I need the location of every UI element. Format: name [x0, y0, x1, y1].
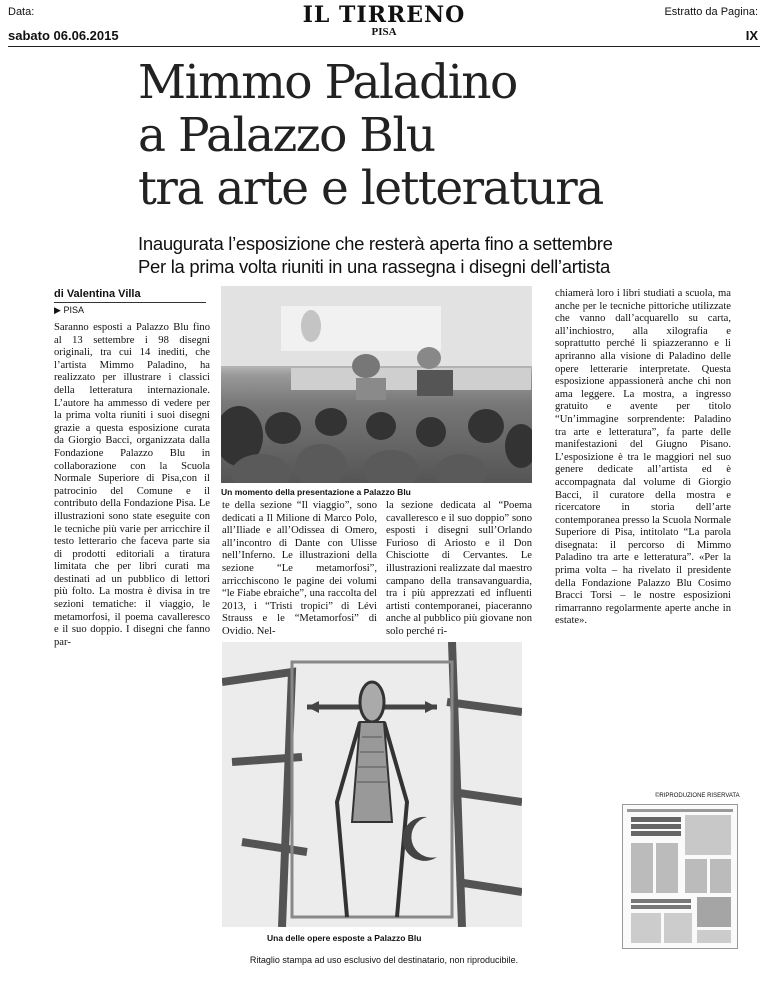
headline-line: Mimmo Paladino [138, 55, 517, 110]
footer-note: Ritaglio stampa ad uso esclusivo del destinatario, non riproducibile. [249, 955, 519, 965]
subtitle-line: Inaugurata l’esposizione che resterà aperta fino a settembre [138, 233, 613, 254]
article-subtitle [138, 232, 638, 278]
photo-caption: Un momento della presentazione a Palazzo Blu [221, 487, 411, 497]
page-thumbnail [622, 804, 738, 949]
newspaper-name: IL TIRRENO [302, 2, 466, 28]
copyright-note: ©RIPRODUZIONE RISERVATA [655, 793, 740, 799]
city-tag-label: PISA [63, 305, 84, 315]
article-headline [138, 56, 658, 215]
newspaper-edition: PISA [371, 26, 397, 38]
presentation-photo-drawing [221, 286, 532, 483]
artwork-photo [222, 642, 522, 927]
header-rule [8, 46, 760, 47]
artwork-drawing [222, 642, 522, 927]
masthead [0, 4, 768, 38]
headline-line: tra arte e letteratura [138, 161, 603, 216]
date-label: Data: [8, 6, 35, 18]
article-column-1: Saranno esposti a Palazzo Blu fino al 13 settembre i 98 disegni originali, tra cui 14 inediti, che l’artista Mimmo Paladino, ha realizzato per illustrare i classici della letteratura internazionale. L’autore ha ammesso di vedere per la prima volta riuniti i suoi disegni grazie a questa esposizione curata da Giorgio Bacci, organizzata dalla Fondazione Palazzo Blu in collaborazione con la Scuola Normale Superiore di Pisa,con il patrocinio del Comune e il contributo della Fondazione Pisa. Le illustrazioni sono state eseguite con le tecniche più varie per arricchire il testo letterario che faceva parte sia di prodotti editoriali a tiratura limitata che per libri curati ma destinati ad un pubblico di lettori più folto. La mostra è divisa in tre sezioni tematiche: il viaggio, le metamorfosi, il poema cavalleresco e il suo doppio. I disegni che fanno par- [54, 322, 210, 648]
article-column-3: la sezione dedicata al “Poema cavalleresco e il suo doppio” sono esposti i disegni sull’Orlando Furioso di Ariosto e il Don Chisciotte di Cervantes. Le illustrazioni realizzate dal maestro campano della transavanguardia, tra i più apprezzati ed influenti artisti contemporanei, piaceranno anche al pubblico più giovane non solo perché ri- [386, 500, 532, 637]
subtitle-line: Per la prima volta riuniti in una rassegna i disegni dell’artista [138, 256, 611, 277]
presentation-photo [221, 286, 532, 483]
artwork-caption: Una delle opere esposte a Palazzo Blu [267, 933, 422, 943]
article-column-2: te della sezione “Il viaggio”, sono dedicati a Il Milione di Marco Polo, all’Iliade e all’Odissea di Omero, all’incontro di Dante con Ulisse nell’Inferno. Le illustrazioni della sezione “Le metamorfosi”, arricchiscono le pagine dei volumi “le Fiabe ebraiche”, una raccolta del 2013, i “Tristi tropici” di Lévi Strauss e le “Metamorfosi” di Ovidio. Nel- [222, 500, 377, 637]
headline-line: a Palazzo Blu [138, 108, 435, 163]
byline-rule [54, 302, 206, 303]
article-column-4: chiamerà loro i libri studiati a scuola, ma anche per le tecniche pittoriche utilizzate che vanno dall’acquarello su carta, all’inchiostro, alla xilografia e soprattutto perché li spiazzeranno e li apriranno alla visione di Paladino delle opere letterarie interpretate. Questa esposizione appassionerà anche chi non ama leggere. La mostra, a ingresso gratuito e avente per titolo “Un’immagine sorprendente: Paladino tra arte e letteratura”, fa parte delle manifestazioni del Giugno Pisano. L’esposizione è tra le maggiori nel suo genere dedicate all’artista ed è accompagnata dal volume di Giorgio Bacci, il curatore della mostra e ricercatore in storia dell’arte contemporanea presso la Scuola Normale Superiore di Pisa, intitolato “La parola disegnata: il percorso di Mimmo Paladino tra arte e letteratura”. «Per la prima volta – ha rivelato il presidente della Fondazione Palazzo Blu Cosimo Bracci Torsi – le nostre esposizioni rimarranno regolarmente aperte anche in estate». [555, 288, 731, 627]
date-value: sabato 06.06.2015 [8, 28, 119, 43]
page-thumbnail-drawing [623, 805, 737, 948]
page-label: Estratto da Pagina: [664, 6, 758, 18]
page-value: IX [745, 28, 758, 43]
city-tag [54, 305, 84, 316]
triangle-icon: ▶ [54, 305, 61, 315]
byline: di Valentina Villa [54, 288, 141, 300]
